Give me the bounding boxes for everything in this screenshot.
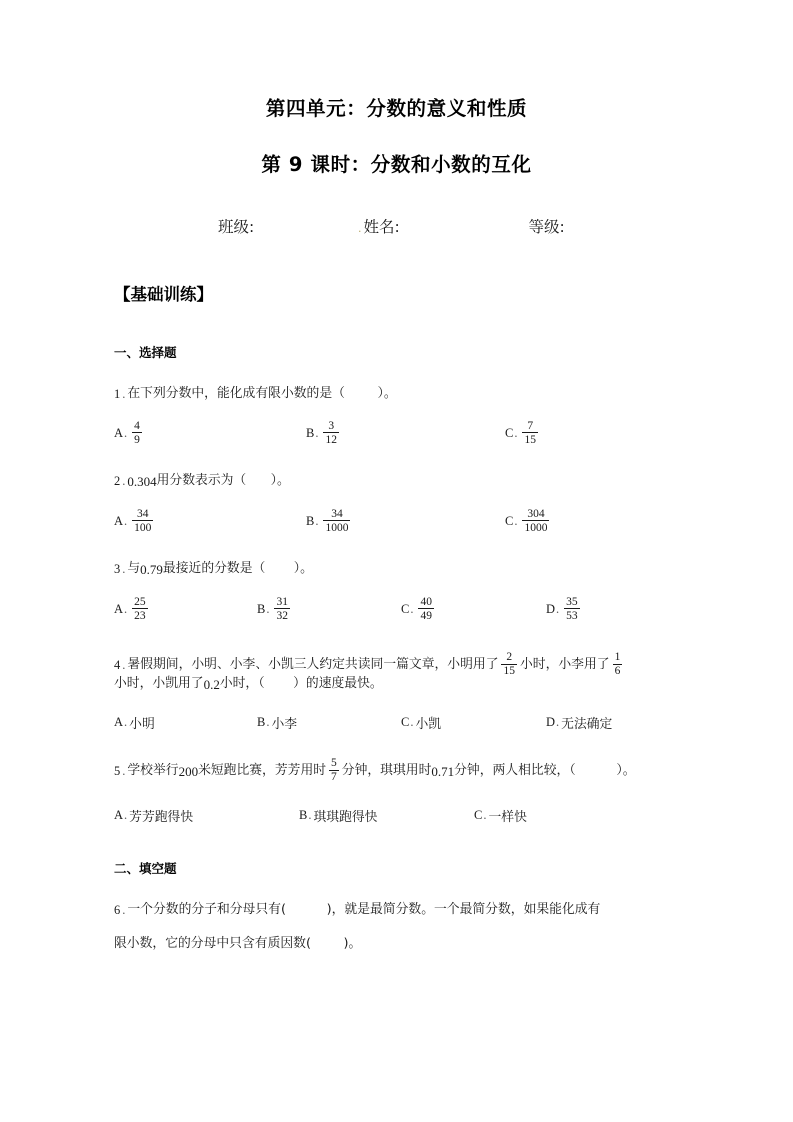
- denominator: 100: [134, 521, 152, 534]
- question-6-text-2b: )。: [343, 936, 362, 951]
- option-4-d-sep: .: [556, 715, 560, 730]
- page-title: 第四单元：分数的意义和性质: [265, 97, 528, 120]
- option-4-a-sep: .: [124, 715, 128, 730]
- option-2-c-sep: .: [514, 514, 518, 529]
- question-5-number: 5: [114, 763, 121, 778]
- question-5-blank[interactable]: [576, 765, 617, 778]
- option-3-b-sep: .: [266, 602, 270, 617]
- question-4-segment-1: 暑假期间，小明、小李、小凯三人约定共读同一篇文章，小明用了: [127, 656, 499, 672]
- question-5-value-1: 200: [178, 763, 199, 779]
- numerator: 35: [566, 595, 578, 608]
- option-2-b[interactable]: [306, 509, 505, 535]
- question-5-segment-3: 分钟，琪琪用时: [341, 762, 432, 778]
- question-4: [0, 652, 793, 691]
- question-4-segment-2: 小时，小李用了: [519, 656, 610, 672]
- question-6-blank-1[interactable]: [286, 904, 327, 917]
- option-5-b-label: 琪琪跑得快: [313, 810, 378, 826]
- numerator: 2: [506, 650, 513, 663]
- question-5-value-2: 0.71: [431, 763, 455, 779]
- option-3-d[interactable]: [546, 597, 583, 623]
- option-3-b-fraction: [274, 596, 290, 622]
- section-basic-training: 【基础训练】: [114, 284, 213, 304]
- subsection-fill-heading: 二、填空题: [114, 861, 177, 877]
- question-2-text: 用分数表示为（: [156, 472, 247, 488]
- question-2-sep: .: [122, 473, 126, 488]
- numerator: 1: [614, 650, 621, 663]
- lesson-title: 第 9 课时：分数和小数的互化: [261, 153, 532, 177]
- option-3-c-fraction: [418, 596, 434, 622]
- question-2-text-end: ）。: [270, 472, 290, 488]
- question-5-segment-1: 学校举行: [127, 762, 179, 778]
- denominator: 15: [524, 433, 536, 446]
- option-3-a[interactable]: [114, 597, 257, 623]
- option-4-d-label: 无法确定: [561, 717, 613, 733]
- separator-dot: .: [358, 221, 362, 235]
- option-4-b-label: 小李: [271, 717, 298, 733]
- name-field-label: 姓名:: [363, 217, 400, 236]
- question-5-segment-2: 米短跑比赛，芳芳用时: [198, 762, 327, 778]
- identity-row: [0, 215, 793, 237]
- question-4-number: 4: [114, 657, 121, 672]
- question-4-fraction-2: [613, 651, 623, 677]
- question-5-fraction: [329, 757, 339, 783]
- option-2-a-sep: .: [124, 514, 128, 529]
- question-1-sep: .: [122, 386, 126, 401]
- question-3-value: 0.79: [140, 561, 163, 577]
- option-1-b-letter: B: [306, 426, 315, 441]
- question-5-sep: .: [122, 763, 126, 778]
- option-3-a-sep: .: [124, 602, 128, 617]
- option-5-c-letter: C: [474, 808, 483, 823]
- question-1-text-end: ）。: [377, 385, 397, 401]
- option-5-c-sep: .: [483, 808, 487, 823]
- question-1: [0, 385, 793, 401]
- question-2-blank[interactable]: [246, 475, 270, 488]
- question-4-value: 0.2: [203, 677, 220, 693]
- option-4-d[interactable]: [546, 713, 612, 732]
- option-4-d-letter: D: [546, 715, 556, 730]
- question-2: [0, 472, 793, 489]
- numerator: 304: [527, 507, 545, 520]
- numerator: 5: [331, 757, 337, 770]
- denominator: 15: [503, 665, 515, 678]
- denominator: 7: [331, 771, 337, 784]
- title-block: [0, 0, 793, 177]
- option-5-b-letter: B: [299, 808, 308, 823]
- numerator: 40: [420, 595, 432, 608]
- denominator: 1000: [325, 521, 349, 534]
- option-5-b-sep: .: [308, 808, 312, 823]
- option-2-c-letter: C: [505, 514, 514, 529]
- denominator: 9: [134, 433, 140, 446]
- question-4-segment-4: 小时，（: [219, 676, 265, 692]
- option-3-d-fraction: [564, 596, 580, 622]
- option-3-a-letter: A: [114, 602, 124, 617]
- option-1-a-letter: A: [114, 426, 124, 441]
- option-1-a-fraction: [132, 420, 142, 446]
- option-4-b-letter: B: [257, 715, 266, 730]
- class-field-label: 班级:: [218, 217, 255, 236]
- option-1-b-fraction: [323, 420, 339, 446]
- option-4-a-letter: A: [114, 715, 124, 730]
- denominator: 6: [614, 665, 621, 678]
- option-1-a-sep: .: [124, 426, 128, 441]
- question-3-options: [0, 597, 793, 623]
- option-4-c-letter: C: [401, 715, 410, 730]
- option-4-a[interactable]: [114, 713, 257, 732]
- option-3-d-sep: .: [556, 602, 560, 617]
- option-2-b-letter: B: [306, 514, 315, 529]
- question-4-fraction-1: [501, 651, 517, 677]
- option-3-c-letter: C: [401, 602, 410, 617]
- numerator: 7: [527, 419, 534, 432]
- question-6-text-1a: 一个分数的分子和分母只有(: [127, 902, 286, 918]
- question-3-number: 3: [114, 562, 121, 577]
- question-2-options: [0, 509, 793, 535]
- option-1-b[interactable]: [306, 421, 505, 447]
- question-5: [0, 758, 793, 784]
- option-3-d-letter: D: [546, 602, 556, 617]
- question-4-blank[interactable]: [265, 678, 293, 691]
- option-1-a[interactable]: [114, 421, 306, 447]
- denominator: 53: [566, 609, 578, 622]
- question-4-segment-5: ）的速度最快。: [293, 676, 383, 692]
- question-6-number: 6: [114, 903, 121, 918]
- question-3: [0, 560, 793, 577]
- denominator: 32: [276, 609, 288, 622]
- option-3-c-sep: .: [410, 602, 414, 617]
- question-2-number: 2: [114, 473, 121, 488]
- option-3-a-fraction: [132, 596, 148, 622]
- question-1-blank[interactable]: [345, 388, 378, 401]
- question-6-line-2: [0, 938, 793, 951]
- option-2-b-sep: .: [315, 514, 319, 529]
- option-1-c-fraction: [522, 420, 538, 446]
- numerator: 4: [134, 419, 140, 432]
- option-4-c[interactable]: [401, 713, 546, 732]
- question-5-segment-4: 分钟，两人相比较，（: [454, 762, 576, 778]
- option-5-a-label: 芳芳跑得快: [129, 810, 194, 826]
- question-6-text-1b: )，就是最简分数。一个最简分数，如果能化成有: [326, 902, 601, 918]
- denominator: 12: [325, 433, 337, 446]
- question-5-segment-5: ）。: [616, 762, 636, 778]
- question-1-options: [0, 421, 793, 447]
- question-5-options: [0, 806, 793, 825]
- question-3-text-end: ）。: [293, 560, 313, 576]
- option-4-b-sep: .: [266, 715, 270, 730]
- question-6-blank-2[interactable]: [311, 938, 344, 951]
- option-4-a-label: 小明: [129, 717, 155, 733]
- denominator: 23: [134, 609, 146, 622]
- question-6-line-1: [0, 904, 793, 917]
- option-2-a-fraction: [132, 508, 153, 534]
- option-1-c-letter: C: [505, 426, 514, 441]
- numerator: 25: [134, 595, 146, 608]
- numerator: 3: [328, 419, 335, 432]
- option-2-b-fraction: [323, 508, 350, 534]
- question-1-text: 在下列分数中，能化成有限小数的是（: [127, 385, 345, 401]
- option-3-b-letter: B: [257, 602, 266, 617]
- numerator: 34: [331, 507, 343, 520]
- option-1-b-sep: .: [315, 426, 319, 441]
- question-3-text: 最接近的分数是（: [162, 560, 266, 576]
- option-1-c[interactable]: [505, 421, 541, 447]
- question-4-options: [0, 713, 793, 732]
- option-5-c-label: 一样快: [488, 810, 527, 826]
- option-5-a-letter: A: [114, 808, 124, 823]
- question-6-sep: .: [122, 903, 126, 918]
- option-2-c[interactable]: [505, 509, 552, 535]
- option-4-b[interactable]: [257, 713, 401, 732]
- option-4-c-label: 小凯: [415, 717, 442, 733]
- option-2-a-letter: A: [114, 514, 124, 529]
- option-5-c[interactable]: [474, 806, 527, 825]
- question-4-sep: .: [122, 657, 126, 672]
- denominator: 1000: [524, 521, 548, 534]
- option-1-c-sep: .: [514, 426, 518, 441]
- question-3-sep: .: [122, 562, 126, 577]
- question-2-value: 0.304: [127, 473, 157, 489]
- option-4-c-sep: .: [410, 715, 414, 730]
- option-5-b[interactable]: [299, 806, 474, 825]
- question-3-blank[interactable]: [265, 563, 293, 576]
- numerator: 31: [276, 595, 288, 608]
- grade-field-label: 等级:: [528, 217, 565, 236]
- denominator: 49: [420, 609, 432, 622]
- option-2-a[interactable]: [114, 509, 306, 535]
- subsection-choice-heading: 一、选择题: [114, 344, 177, 360]
- question-6-text-2a: 限小数，它的分母中只含有质因数(: [114, 936, 311, 951]
- option-2-c-fraction: [522, 508, 549, 534]
- option-3-b[interactable]: [257, 597, 401, 623]
- question-4-segment-3: 小时，小凯用了: [114, 676, 204, 692]
- question-1-number: 1: [114, 386, 121, 401]
- question-3-text-before: 与: [127, 560, 141, 576]
- option-5-a[interactable]: [114, 806, 299, 825]
- option-5-a-sep: .: [124, 808, 128, 823]
- numerator: 34: [137, 507, 149, 520]
- option-3-c[interactable]: [401, 597, 546, 623]
